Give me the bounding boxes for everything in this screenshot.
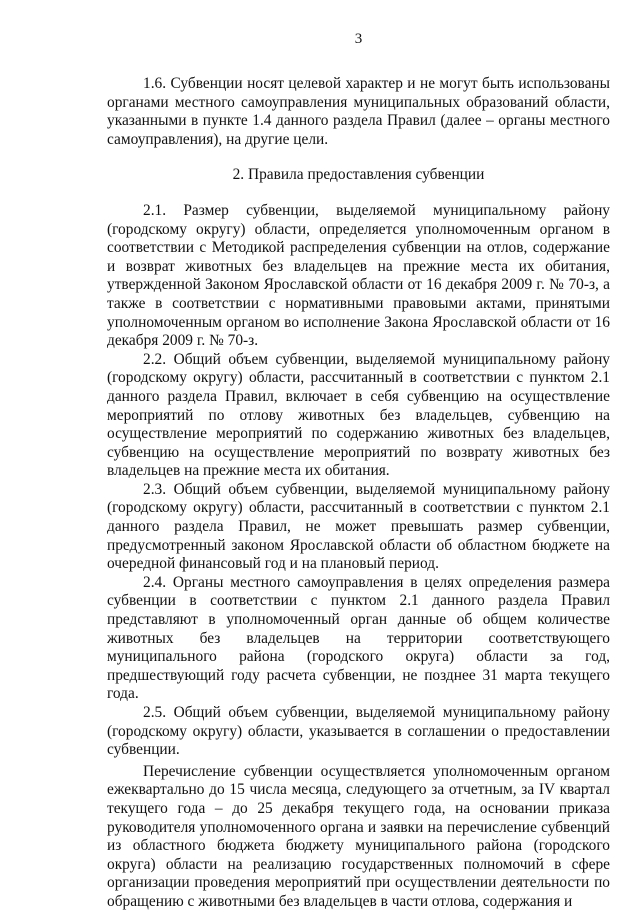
section-title: 2. Правила предоставления субвенции: [232, 166, 485, 184]
paragraph-2-2: 2.2. Общий объем субвенции, выделяемой муниципальному району (городскому округу) области, рассчитанный в соответствии с пунктом 2.1 данного раздела Правил, включает в себя субвенцию на осуществление мероприятий по отлову животных без владельцев, субвенцию на осуществление мероприятий по содержанию животных без владельцев, субвенцию на осуществление мероприятий по возврату животных без владельцев на прежние места их обитания.: [107, 350, 610, 480]
paragraph-transfer: Перечисление субвенции осуществляется уполномоченным органом ежеквартально до 15 числа месяца, следующего за отчетным, за IV квартал текущего года – до 25 декабря текущего года, на основании приказа руководителя уполномоченного органа и заявки на перечисление субвенций из областного бюджета бюджету муниципального района (городского округа) области на реализацию государственных полномочий в сфере организации проведения мероприятий при осуществлении деятельности по обращению с животными без владельцев в части отлова, содержания и: [107, 762, 610, 910]
page-number: 3: [354, 31, 363, 47]
paragraph-2-1: 2.1. Размер субвенции, выделяемой муниципальному району (городскому округу) области, определяется уполномоченным органом в соответствии с Методикой распределения субвенции на отлов, содержание и возврат животных без владельцев на прежние места их обитания, утвержденной Законом Ярославской области от 16 декабря 2009 г. № 70-з, а также в соответствии с нормативными правовыми актами, принятыми уполномоченным органом во исполнение Закона Ярославской области от 16 декабря 2009 г. № 70-з.: [107, 201, 610, 350]
paragraph-1-6: 1.6. Субвенции носят целевой характер и не могут быть использованы органами местного самоуправления муниципальных образований области, указанными в пункте 1.4 данного раздела Правил (далее – органы местного самоуправления), на другие цели.: [107, 75, 610, 148]
paragraph-2-4: 2.4. Органы местного самоуправления в целях определения размера субвенции в соответствии с пунктом 2.1 данного раздела Правил представляют в уполномоченный орган данные об общем количестве животных без владельцев на территории соответствующего муниципального района (городского округа) области за год, предшествующий году расчета субвенции, не позднее 31 марта текущего года.: [107, 573, 610, 703]
paragraph-2-3: 2.3. Общий объем субвенции, выделяемой муниципальному району (городскому округу) области, рассчитанный в соответствии с пунктом 2.1 данного раздела Правил, не может превышать размер субвенции, предусмотренный законом Ярославской области об областном бюджете на очередной финансовый год и на плановый период.: [107, 480, 610, 573]
paragraph-2-5: 2.5. Общий объем субвенции, выделяемой муниципальному району (городскому округу) области, указывается в соглашении о предоставлении субвенции.: [107, 704, 610, 759]
